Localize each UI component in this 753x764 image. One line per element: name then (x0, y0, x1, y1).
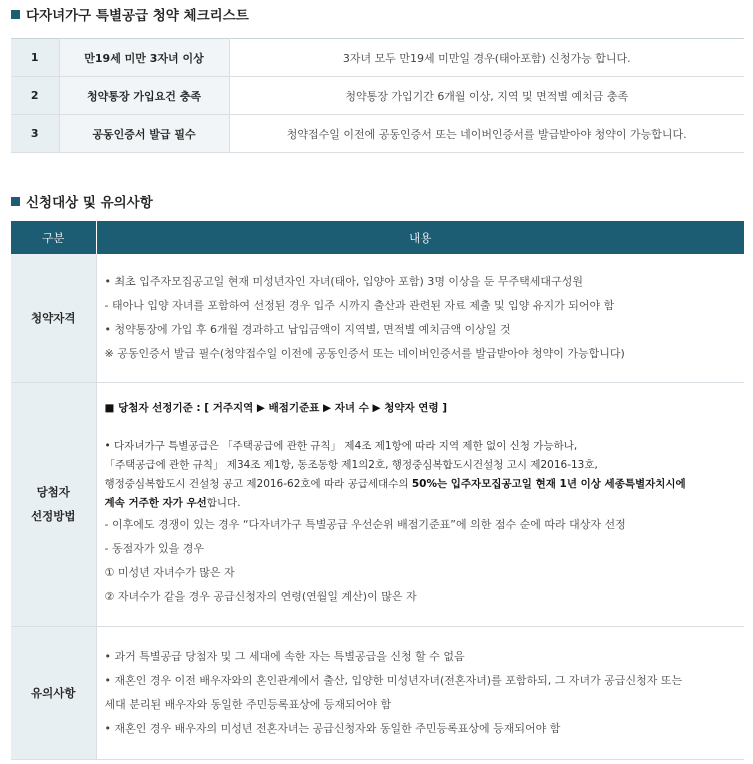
checklist-desc: 청약접수일 이전에 공동인증서 또는 네이버인증서를 발급받아야 청약이 가능합니다. (229, 115, 744, 153)
qualification-line: • 청약통장에 가입 후 6개월 경과하고 납입금액이 지역별, 면적별 예치금액 이상일 것 (104, 322, 511, 336)
checklist-title-text: 다자녀가구 특별공급 청약 체크리스트 (26, 8, 249, 24)
selection-label-line: 선정방법 (31, 509, 76, 523)
selection-content (96, 382, 744, 626)
header-content: 내용 (96, 221, 744, 254)
qualification-row (11, 254, 744, 382)
selection-criteria: ■ 당첨자 선정기준 : [ 거주지역 ▶ 배점기준표 ▶ 자녀 수 ▶ 청약자 연령 ] (104, 401, 448, 414)
checklist-item: 청약통장 가입요건 충족 (59, 77, 229, 115)
selection-paragraph-line: 「주택공급에 관한 규칙」 제34조 제1항, 동조동항 제1의2호, 행정중심복합도시건설청 고시 제2016-13호, (104, 458, 598, 471)
checklist-item: 공동인증서 발급 필수 (59, 115, 229, 153)
notes-row (11, 626, 744, 759)
checklist-num: 2 (11, 77, 59, 115)
checklist-row (11, 115, 744, 153)
paragraph-emphasis: 계속 거주한 자가 우선 (104, 496, 207, 509)
checklist-title (11, 4, 249, 24)
selection-line: ① 미성년 자녀수가 많은 자 (104, 565, 235, 579)
qualification-line: ※ 공동인증서 발급 필수(청약접수일 이전에 공동인증서 또는 네이버인증서를 발급받아야 청약이 가능합니다) (104, 346, 625, 360)
selection-label-line: 당첨자 (36, 485, 70, 499)
notes-line: 세대 분리된 배우자와 동일한 주민등록표상에 등재되어야 함 (104, 697, 392, 711)
checklist-desc: 청약통장 가입기간 6개월 이상, 지역 및 면적별 예치금 충족 (229, 77, 744, 115)
paragraph-emphasis: 50%는 입주자모집공고일 현재 1년 이상 세종특별자치시에 (411, 477, 686, 490)
checklist-row (11, 39, 744, 77)
checklist-table (11, 38, 744, 153)
square-bullet-icon (11, 10, 20, 19)
info-title (11, 191, 153, 211)
selection-paragraph-line (105, 475, 735, 494)
qualification-line: - 태아나 입양 자녀를 포함하여 선정된 경우 입주 시까지 출산과 관련된 자료 제출 및 입양 유지가 되어야 함 (104, 298, 615, 312)
qualification-line: • 최초 입주자모집공고일 현재 미성년자인 자녀(태아, 입양아 포함) 3명 이상을 둔 무주택세대구성원 (104, 274, 583, 288)
qualification-content (96, 254, 744, 382)
selection-line: - 동점자가 있을 경우 (104, 541, 204, 555)
info-title-text: 신청대상 및 유의사항 (26, 195, 153, 211)
info-table (11, 221, 744, 760)
header-category: 구분 (11, 221, 96, 254)
selection-paragraph-line (105, 494, 735, 513)
selection-line: ② 자녀수가 같을 경우 공급신청자의 연령(연월일 계산)이 많은 자 (104, 589, 417, 603)
notes-label: 유의사항 (11, 626, 96, 759)
notes-line: • 재혼인 경우 배우자의 미성년 전혼자녀는 공급신청자와 동일한 주민등록표상에 등재되어야 함 (104, 721, 561, 735)
notes-line: • 과거 특별공급 당첨자 및 그 세대에 속한 자는 특별공급을 신청 할 수 없음 (104, 649, 465, 663)
notes-line: • 재혼인 경우 이전 배우자와의 혼인관계에서 출산, 입양한 미성년자녀(전혼자녀)를 포함하되, 그 자녀가 공급신청자 또는 (104, 673, 683, 687)
checklist-item: 만19세 미만 3자녀 이상 (59, 39, 229, 77)
notes-content (96, 626, 744, 759)
paragraph-text: 합니다. (206, 496, 241, 509)
checklist-desc: 3자녀 모두 만19세 미만일 경우(태아포함) 신청가능 합니다. (229, 39, 744, 77)
selection-row (11, 382, 744, 626)
checklist-num: 3 (11, 115, 59, 153)
qualification-label: 청약자격 (11, 254, 96, 382)
checklist-num: 1 (11, 39, 59, 77)
paragraph-text: 행정중심복합도시 건설청 공고 제2016-62호에 따라 공급세대수의 (104, 477, 412, 490)
checklist-row (11, 77, 744, 115)
info-header-row (11, 221, 744, 254)
selection-label (11, 382, 96, 626)
square-bullet-icon (11, 197, 20, 206)
selection-line: - 이후에도 경쟁이 있는 경우 “다자녀가구 특별공급 우선순위 배점기준표”에 의한 점수 순에 따라 대상자 선정 (104, 517, 626, 531)
selection-paragraph-line: • 다자녀가구 특별공급은 「주택공급에 관한 규칙」 제4조 제1항에 따라 지역 제한 없이 신청 가능하나, (104, 439, 578, 452)
